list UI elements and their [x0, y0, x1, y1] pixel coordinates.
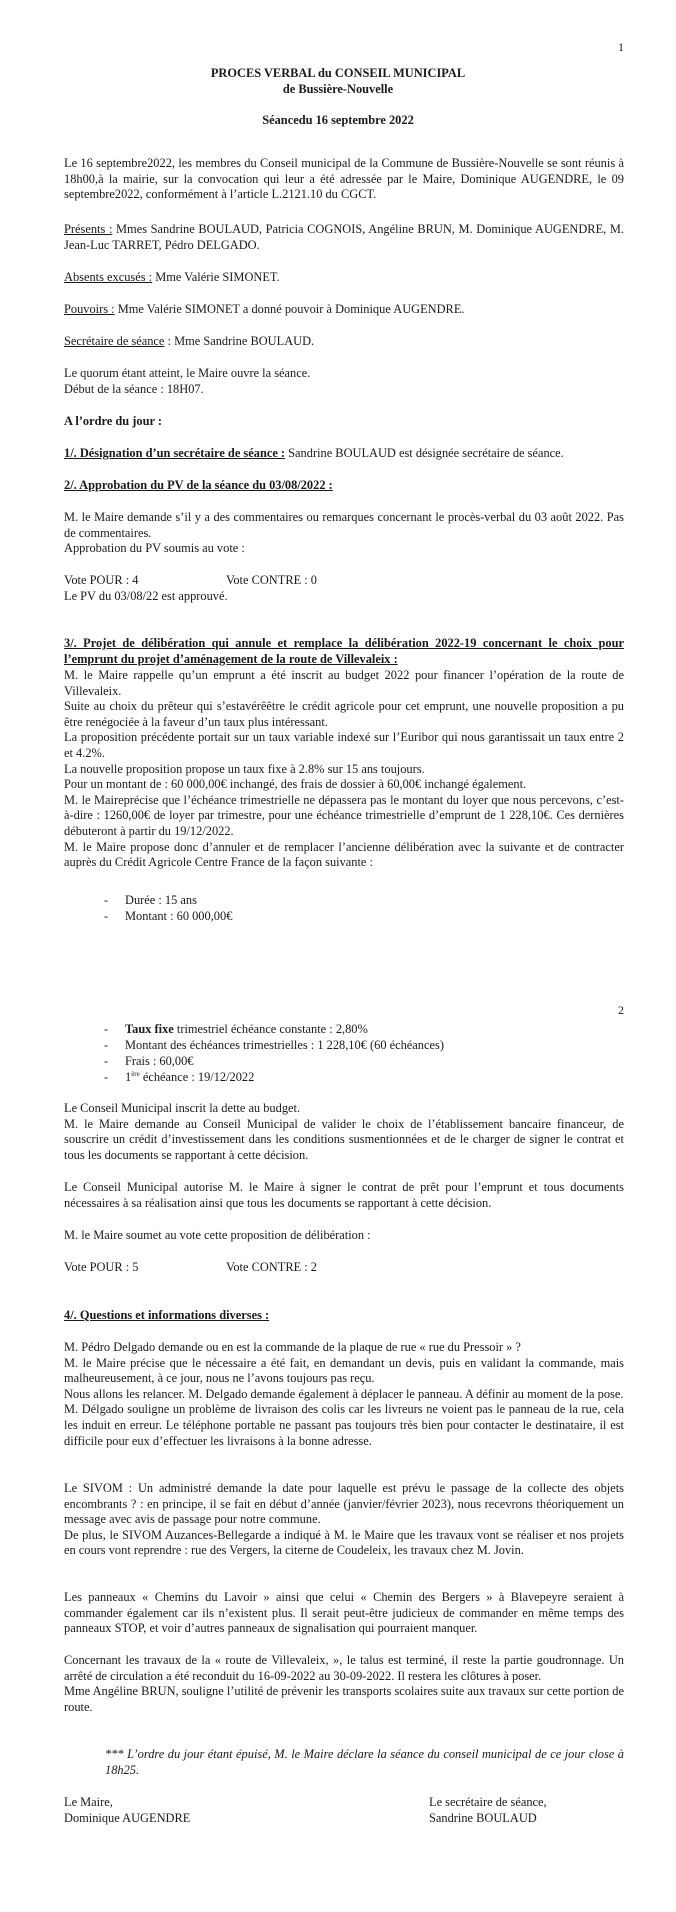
item-3-paragraph: M. le Maire propose donc d’annuler et de remplacer l’ancienne délibération avec la suivante et de contracter auprès du Crédit Agricole Centre France de la façon suivante :: [64, 839, 624, 870]
item-4-block-1: [64, 1340, 624, 1449]
item-3-after: [64, 1101, 624, 1163]
item-4-paragraph: M. Délgado souligne un problème de livraison des colis car les livreurs ne voient pas le panneau de la rue, cela les induit en erreur. Le téléphone portable ne passant pas toujours très bien pour contacter le destinataire, il est difficile pour eux d’effectuer les livraisons à la bonne adresse.: [64, 1402, 624, 1448]
item-3-paragraph: M. le Maireprécise que l’échéance trimestrielle ne dépassera pas le montant du loyer que nous percevons, c’est-à-dire : 1260,00€ de loyer par trimestre, pour une échéance trimestrielle d’emprunt de 1 228,10€. Ces dernières débuteront à partir du 19/12/2022.: [64, 792, 624, 838]
vote-pour: Vote POUR : 4: [64, 573, 139, 587]
signature-role: Le Maire,: [64, 1795, 113, 1809]
agenda-heading: A l’ordre du jour :: [64, 414, 162, 428]
item-4-paragraph: Le SIVOM : Un administré demande la date pour laquelle est prévu le passage de la collecte des objets encombrants ? : en principe, il se fait en début d’année (janvier/février 2023), nous recevrons théoriquement un message avec avis de passage pour notre commune.: [64, 1481, 624, 1527]
signature-name: Dominique AUGENDRE: [64, 1810, 191, 1825]
item-3-authorization: Le Conseil Municipal autorise M. le Maire à signer le contrat de prêt pour l’emprunt et tous documents nécessaires à sa réalisation ainsi que tous les documents se rapportant à cette décision.: [64, 1180, 624, 1210]
item-4-paragraph: De plus, le SIVOM Auzances-Bellegarde a indiqué à M. le Maire que les travaux vont se réaliser et nos projets en cours vont reprendre : rue des Vergers, la citerne de Coudeleix, les travaux chez M. Jovin.: [64, 1527, 624, 1558]
item-4-paragraph: Concernant les travaux de la « route de Villevaleix, », le talus est terminé, il reste la partie goudronnage. Un arrêté de circulation a été reconduit du 16-09-2022 au 30-09-2022. Il restera les clôtures à poser.: [64, 1653, 624, 1683]
attendance-secretaire: [64, 334, 624, 350]
vote-contre: Vote CONTRE : 0: [226, 573, 317, 587]
item-3-paragraph: Suite au choix du prêteur qui s’estavérêêtre le crédit agricole pour cet emprunt, une nouvelle proposition a pu être renégociée à la faveur d’un taux plus intéressant.: [64, 699, 624, 729]
item-3-body: [64, 668, 624, 871]
start-time-line: Début de la séance : 18H07.: [64, 381, 204, 396]
signature-secretary: [429, 1795, 547, 1826]
item-3-paragraph: La nouvelle proposition propose un taux fixe à 2.8% sur 15 ans toujours.: [64, 761, 425, 776]
secretaire-label: Secrétaire de séance: [64, 334, 165, 348]
secretaire-text: : Mme Sandrine BOULAUD.: [164, 334, 315, 348]
page-number: 1: [618, 40, 624, 54]
item-3-vote: [64, 1260, 624, 1276]
item-4-paragraph: Mme Angéline BRUN, souligne l’utilité de prévenir les transports scolaires suite aux travaux sur cette portion de route.: [64, 1684, 624, 1714]
quorum: [64, 366, 624, 397]
item-4-paragraph: Nous allons les relancer. M. Delgado demande également à déplacer le panneau. A définir au moment de la pose.: [64, 1386, 624, 1401]
signature-name: Sandrine BOULAUD: [429, 1810, 537, 1825]
item-1-heading: 1/. Désignation d’un secrétaire de séance :: [64, 446, 286, 460]
quorum-line: Le quorum étant atteint, le Maire ouvre la séance.: [64, 366, 311, 380]
absents-label: Absents excusés :: [64, 270, 153, 284]
item-4-block-2: [64, 1481, 624, 1559]
attendance-pouvoirs: [64, 302, 624, 318]
signature-role: Le secrétaire de séance,: [429, 1795, 547, 1809]
item-3-submit: M. le Maire soumet au vote cette proposition de délibération :: [64, 1228, 371, 1242]
item-2-vote-intro: Approbation du PV soumis au vote :: [64, 541, 245, 555]
item-2-text: M. le Maire demande s’il y a des commentaires ou remarques concernant le procès-verbal du 03 août 2022. Pas de commentaires.: [64, 510, 624, 540]
item-2-vote: [64, 573, 624, 589]
title-line-2: de Bussière-Nouvelle: [282, 81, 394, 96]
item-2-heading: 2/. Approbation du PV de la séance du 03/08/2022 :: [64, 478, 333, 492]
item-1: [64, 446, 624, 462]
item-4-paragraph: M. le Maire précise que le nécessaire a été fait, en demandant un devis, puis en validant la commande, mais malheureusement, à ce jour, nous ne l’avons toujours pas reçu.: [64, 1355, 624, 1386]
presents-list: Mmes Sandrine BOULAUD, Patricia COGNOIS, Angéline BRUN, M. Dominique AUGENDRE, M. Jean-Luc TARRET, Pédro DELGADO.: [64, 222, 624, 252]
item-3-paragraph: M. le Maire rappelle qu’un emprunt a été inscrit au budget 2022 pour financer l’opération de la route de Villevaleix.: [64, 668, 624, 698]
item-2-result: Le PV du 03/08/22 est approuvé.: [64, 589, 228, 603]
item-3-heading: 3/. Projet de délibération qui annule et remplace la délibération 2022-19 concernant le choix pour l’emprunt du projet d’aménagement de la route de Villevaleix :: [64, 636, 624, 666]
item-3-after-paragraph: M. le Maire demande au Conseil Municipal de valider le choix de l’établissement bancaire financeur, de souscrire un crédit d’investissement dans les conditions susmentionnées et de le charger de signer le contrat et tous les documents se rapportant à cette décision.: [64, 1116, 624, 1162]
pouvoirs-label: Pouvoirs :: [64, 302, 115, 316]
intro-paragraph: Le 16 septembre2022, les membres du Conseil municipal de la Commune de Bussière-Nouvelle se sont réunis à 18h00,à la mairie, sur la convocation qui leur a été adressée par le Maire, Dominique AUGENDRE, le 09 septembre2022, conformément à l’article L.2121.10 du CGCT.: [64, 156, 624, 202]
item-4-heading: 4/. Questions et informations diverses :: [64, 1308, 270, 1322]
item-4-block-4: [64, 1653, 624, 1715]
page-number: 2: [618, 1003, 624, 1017]
closing-statement: *** L’ordre du jour étant épuisé, M. le Maire déclare la séance du conseil municipal de ce jour close à 18h25.: [105, 1747, 624, 1777]
attendance-absents: [64, 270, 624, 286]
item-4-block-3: Les panneaux « Chemins du Lavoir » ainsi que celui « Chemin des Bergers » à Blavepeyre seraient à commander également car ils n’existent plus. Il serait peut-être judicieux de commander en même temps des panneaux STOP, et voir d’autres panneaux de signalisation qui pourraient manquer.: [64, 1590, 624, 1636]
item-3-paragraph: Pour un montant de : 60 000,00€ inchangé, des frais de dossier à 60,00€ inchangé également.: [64, 777, 527, 792]
vote-pour: Vote POUR : 5: [64, 1260, 139, 1274]
vote-contre: Vote CONTRE : 2: [226, 1260, 317, 1274]
item-1-text: Sandrine BOULAUD est désignée secrétaire de séance.: [285, 446, 564, 460]
item-4-paragraph: M. Pédro Delgado demande ou en est la commande de la plaque de rue « rue du Pressoir » ?: [64, 1340, 521, 1354]
signature-mayor: [64, 1795, 190, 1826]
title-line-1: PROCES VERBAL du CONSEIL MUNICIPAL: [210, 66, 466, 80]
presents-label: Présents :: [64, 222, 113, 236]
item-3-after-paragraph: Le Conseil Municipal inscrit la dette au budget.: [64, 1101, 301, 1115]
term-label: Taux fixe: [125, 1022, 174, 1036]
item-3-paragraph: La proposition précédente portait sur un taux variable indexé sur l’Euribor qui nous garantissait un taux entre 2 et 4.2%.: [64, 730, 624, 760]
session-date: Séancedu 16 septembre 2022: [262, 113, 414, 127]
pouvoirs-text: Mme Valérie SIMONET a donné pouvoir à Dominique AUGENDRE.: [114, 302, 465, 316]
absents-list: Mme Valérie SIMONET.: [152, 270, 280, 284]
attendance-presents: [64, 222, 624, 253]
document-title: [0, 66, 676, 97]
